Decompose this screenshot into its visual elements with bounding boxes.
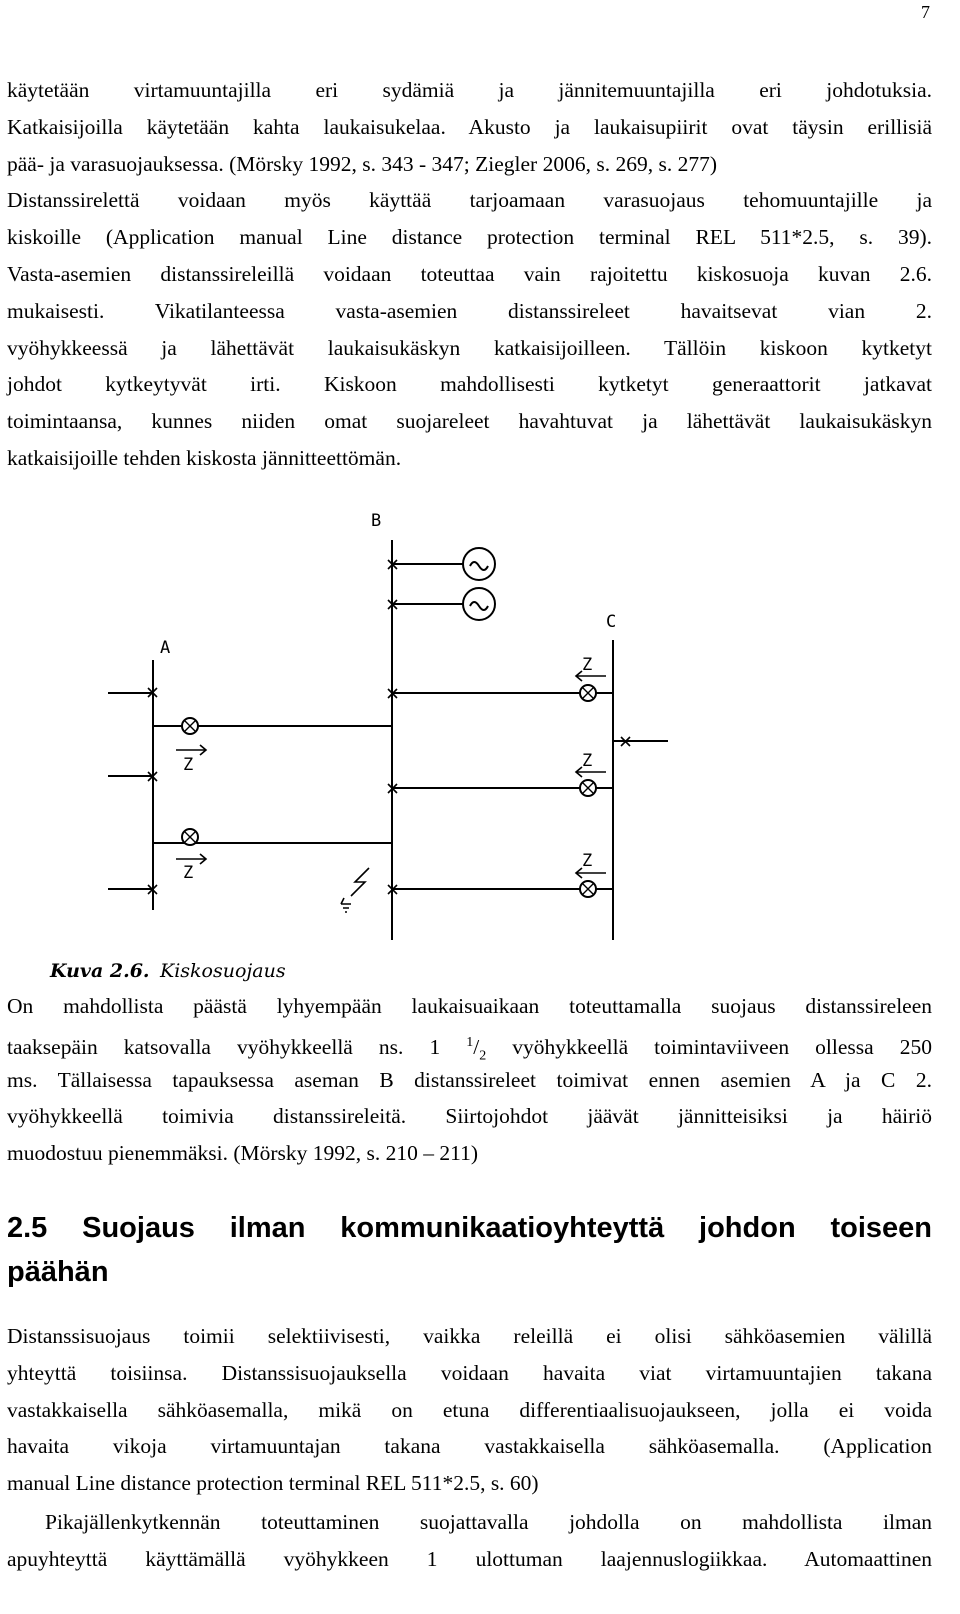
text-line: mukaisesti. Vikatilanteessa vasta-asemien distanssireleet havaitsevat vian 2.: [7, 298, 932, 323]
text-line: katkaisijoille tehden kiskosta jännitteettömän.: [7, 445, 402, 470]
busbar-protection-diagram: [0, 500, 960, 990]
text-line: Vasta-asemien distanssireleillä voidaan toteuttaa vain rajoitettu kiskosuoja kuvan 2.6.: [7, 261, 932, 286]
text-line: apuyhteyttä käyttämällä vyöhykkeen 1 ulottuman laajennuslogiikkaa. Automaattinen: [7, 1546, 932, 1571]
text-line: vyöhykkeellä toimivia distanssireleitä. Siirtojohdot jäävät jännitteisiksi ja häiriö: [7, 1104, 932, 1129]
text-line: yhteyttä toisiinsa. Distanssisuojauksella voidaan havaita viat virtamuuntajien takana: [7, 1360, 932, 1385]
station-label-b: B: [371, 511, 382, 531]
text-line: Distanssirelettä voidaan myös käyttää tarjoamaan varasuojaus tehomuuntajille ja: [7, 188, 932, 213]
paragraph-zone-timing: [7, 988, 932, 1172]
text-line: manual Line distance protection terminal REL 511*2.5, s. 60): [7, 1471, 539, 1496]
text-line: muodostuu pienemmäksi. (Mörsky 1992, s. 210 – 211): [7, 1141, 478, 1166]
page-number: 7: [921, 2, 930, 22]
figure-caption-title: Kiskosuojaus: [160, 960, 286, 982]
text-line: vyöhykkeessä ja lähettävät laukaisukäskyn katkaisijoilleen. Tällöin kiskoon kytketyt: [7, 335, 932, 360]
section-heading: 2.5 Suojaus ilman kommunikaatioyhteyttä johdon toiseen päähän: [7, 1212, 932, 1288]
fault-icon: [341, 868, 369, 912]
fraction-denominator: 2: [479, 1048, 487, 1064]
relay-label: Z: [582, 655, 593, 675]
paragraph-selectivity: [7, 1318, 932, 1502]
text-line: johdot kytkeytyvät irti. Kiskoon mahdollisesti kytketyt generaattorit jatkavat: [7, 372, 932, 397]
text-line: pää- ja varasuojauksessa. (Mörsky 1992, s. 343 - 347; Ziegler 2006, s. 269, s. 277): [7, 151, 717, 176]
text-line: On mahdollista päästä lyhyempään laukaisuaikaan toteuttamalla suojaus distanssireleen: [7, 994, 932, 1018]
text-line: vastakkaisella sähköasemalla, mikä on etuna differentiaalisuojaukseen, jolla ei voida: [7, 1397, 932, 1422]
text-line: ms. Tällaisessa tapauksessa aseman B distanssireleet toimivat ennen asemien A ja C 2.: [7, 1067, 932, 1092]
paragraph-autoreclosing: [7, 1504, 932, 1578]
relay-label: Z: [582, 851, 593, 871]
relay-label: Z: [183, 863, 194, 883]
text-line: havaita vikoja virtamuuntajan takana vastakkaisella sähköasemalla. (Application: [7, 1434, 932, 1459]
text-line: toimintaansa, kunnes niiden omat suojareleet havahtuvat ja lähettävät laukaisukäskyn: [7, 409, 932, 434]
fraction-numerator: 1: [466, 1034, 474, 1050]
station-label-c: C: [606, 612, 617, 632]
relay-label: Z: [582, 751, 593, 771]
text-line: kiskoille (Application manual Line distance protection terminal REL 511*2.5, s. 39).: [7, 225, 932, 250]
figure-caption-number: Kuva 2.6.: [50, 960, 150, 982]
paragraph-backup-protection: [7, 72, 932, 477]
text-line: Katkaisijoilla käytetään kahta laukaisukelaa. Akusto ja laukaisupiirit ovat täysin erillisiä: [7, 114, 932, 139]
text-line: Pikajällenkytkennän toteuttaminen suojattavalla johdolla on mahdollista ilman: [45, 1510, 932, 1534]
text-line: taaksepäin katsovalla vyöhykkeellä ns. 1 $^1/_2$ vyöhykkeellä toimintaviiveen ollessa 250: [7, 1034, 932, 1064]
station-label-a: A: [160, 638, 171, 658]
generator-1: [463, 548, 495, 580]
generator-2: [463, 588, 495, 620]
text-line: Distanssisuojaus toimii selektiivisesti, vaikka releillä ei olisi sähköasemien välillä: [7, 1324, 932, 1348]
text-line: käytetään virtamuuntajilla eri sydämiä ja jännitemuuntajilla eri johdotuksia.: [7, 78, 932, 102]
relay-label: Z: [183, 755, 194, 775]
